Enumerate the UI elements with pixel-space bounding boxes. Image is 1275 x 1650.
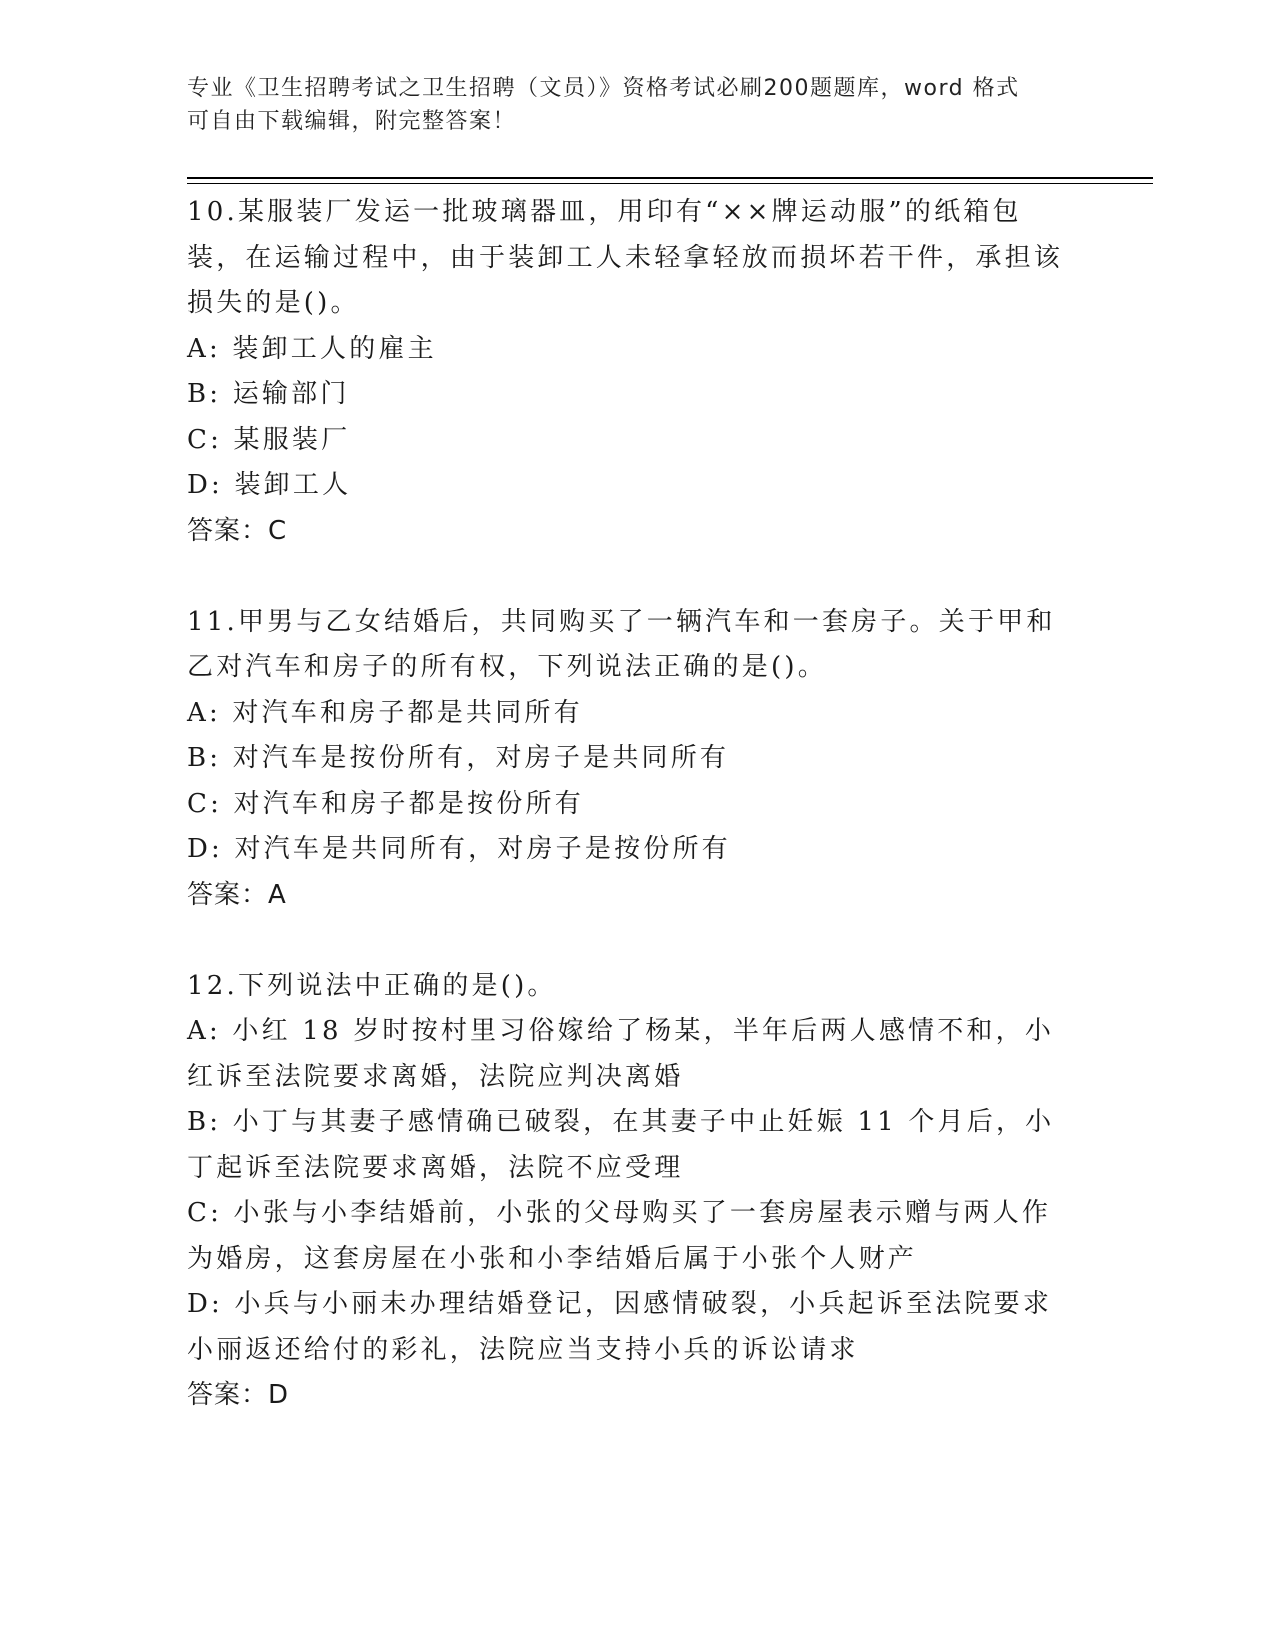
option-d xyxy=(187,463,1067,509)
option-letter: A: xyxy=(187,333,233,364)
option-c xyxy=(187,1191,1067,1282)
option-letter: C: xyxy=(187,424,234,455)
question-text: 11.甲男与乙女结婚后，共同购买了一辆汽车和一套房子。关于甲和乙对汽车和房子的所有权，下列说法正确的是()。 xyxy=(187,606,1056,682)
option-letter: B: xyxy=(187,743,233,773)
option-letter: A: xyxy=(187,697,233,728)
option-text: 对汽车是共同所有，对房子是按份所有 xyxy=(234,834,731,864)
header-line-2: 可自由下载编辑，附完整答案！ xyxy=(187,109,517,134)
option-a xyxy=(187,1009,1067,1100)
option-text: 小张与小李结婚前，小张的父母购买了一套房屋表示赠与两人作为婚房，这套房屋在小张和小李结婚后属于小张个人财产 xyxy=(187,1198,1052,1274)
question-11 xyxy=(187,600,1067,919)
option-text: 运输部门 xyxy=(232,379,350,409)
question-10 xyxy=(187,190,1067,554)
option-text: 某服装厂 xyxy=(233,424,351,455)
option-d xyxy=(187,1282,1067,1373)
option-text: 对汽车和房子都是按份所有 xyxy=(233,788,584,819)
option-c xyxy=(187,782,1067,828)
header-divider-thin xyxy=(187,183,1153,184)
answer-line: 答案：D xyxy=(187,1380,290,1410)
option-b xyxy=(187,736,1067,782)
option-a xyxy=(187,327,1067,373)
document-header xyxy=(187,72,1067,138)
option-letter: C: xyxy=(187,1198,234,1228)
question-text: 10.某服装厂发运一批玻璃器皿，用印有“××牌运动服”的纸箱包装，在运输过程中，由于装卸工人未轻拿轻放而损坏若干件，承担该损失的是()。 xyxy=(187,197,1064,318)
option-b xyxy=(187,1100,1067,1191)
option-c xyxy=(187,418,1067,464)
option-letter: C: xyxy=(187,788,234,819)
option-letter: B: xyxy=(187,1107,233,1137)
option-text: 对汽车和房子都是共同所有 xyxy=(232,697,583,728)
option-letter: D: xyxy=(187,834,235,864)
option-letter: A: xyxy=(187,1016,233,1046)
question-12 xyxy=(187,964,1067,1419)
option-text: 装卸工人的雇主 xyxy=(232,333,437,364)
answer-line: 答案：C xyxy=(187,515,288,546)
option-text: 小红 18 岁时按村里习俗嫁给了杨某，半年后两人感情不和，小红诉至法院要求离婚，法院应判决离婚 xyxy=(187,1016,1055,1092)
option-text: 小丁与其妻子感情确已破裂，在其妻子中止妊娠 11 个月后，小丁起诉至法院要求离婚，法院不应受理 xyxy=(187,1107,1055,1183)
header-line-1: 专业《卫生招聘考试之卫生招聘（文员）》资格考试必刷200题题库，word 格式 xyxy=(187,76,1020,101)
question-spacer xyxy=(187,554,1067,600)
question-spacer xyxy=(187,918,1067,964)
question-text: 12.下列说法中正确的是()。 xyxy=(187,970,557,1001)
option-text: 对汽车是按份所有，对房子是共同所有 xyxy=(232,743,730,773)
answer-line: 答案：A xyxy=(187,879,287,910)
option-d xyxy=(187,827,1067,873)
option-text: 装卸工人 xyxy=(234,470,352,500)
question-list xyxy=(187,190,1067,1419)
option-letter: D: xyxy=(187,1289,235,1319)
header-divider-thick xyxy=(187,177,1153,179)
option-b xyxy=(187,372,1067,418)
option-letter: D: xyxy=(187,470,235,500)
option-letter: B: xyxy=(187,379,233,409)
option-a xyxy=(187,691,1067,737)
option-text: 小兵与小丽未办理结婚登记，因感情破裂，小兵起诉至法院要求小丽返还给付的彩礼，法院应当支持小兵的诉讼请求 xyxy=(187,1289,1053,1365)
